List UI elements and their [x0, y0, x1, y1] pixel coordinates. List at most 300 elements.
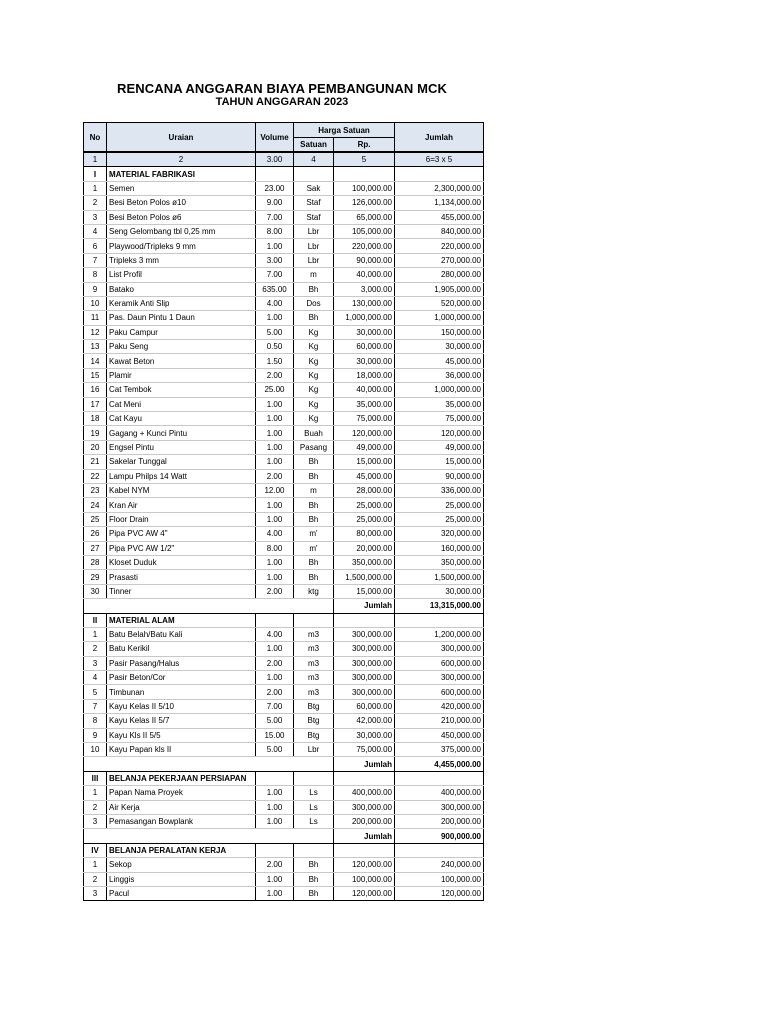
item-description: Kayu Papan kls II: [107, 743, 256, 757]
item-unit: Bh: [294, 512, 334, 526]
item-description: Pasir Beton/Cor: [107, 671, 256, 685]
item-volume: 1.00: [256, 397, 294, 411]
item-unit-price: 90,000.00: [334, 253, 395, 267]
row-number: 9: [84, 282, 107, 296]
item-unit: Btg: [294, 699, 334, 713]
row-number: 2: [84, 196, 107, 210]
row-number: 12: [84, 325, 107, 339]
item-unit-price: 25,000.00: [334, 512, 395, 526]
item-volume: 1.50: [256, 354, 294, 368]
item-amount: 25,000.00: [395, 498, 484, 512]
item-unit: m: [294, 268, 334, 282]
item-description: Besi Beton Polos ø6: [107, 210, 256, 224]
item-description: Lampu Philps 14 Watt: [107, 469, 256, 483]
section-title: BELANJA PEKERJAAN PERSIAPAN: [107, 771, 256, 785]
section-total-value: 4,455,000.00: [395, 757, 484, 771]
row-number: 24: [84, 498, 107, 512]
item-volume: 8.00: [256, 224, 294, 238]
item-unit: Sak: [294, 181, 334, 195]
item-description: Plamir: [107, 368, 256, 382]
section-header-row: [84, 613, 484, 627]
item-description: Sekop: [107, 858, 256, 872]
empty-cell: [294, 771, 334, 785]
item-unit: Ls: [294, 786, 334, 800]
table-row: [84, 858, 484, 872]
item-unit-price: 300,000.00: [334, 656, 395, 670]
total-label: Jumlah: [334, 757, 395, 771]
item-unit: Dos: [294, 296, 334, 310]
item-unit: Lbr: [294, 239, 334, 253]
item-unit: Ls: [294, 800, 334, 814]
item-volume: 2.00: [256, 584, 294, 598]
empty-cell: [395, 843, 484, 857]
item-unit: Bh: [294, 282, 334, 296]
row-number: 3: [84, 886, 107, 900]
item-description: Pacul: [107, 886, 256, 900]
item-volume: 1.00: [256, 786, 294, 800]
item-unit-price: 300,000.00: [334, 642, 395, 656]
item-unit: Kg: [294, 383, 334, 397]
item-unit: Bh: [294, 872, 334, 886]
table-row: [84, 656, 484, 670]
row-number: 30: [84, 584, 107, 598]
item-description: Paku Seng: [107, 340, 256, 354]
table-row: [84, 282, 484, 296]
item-volume: 4.00: [256, 627, 294, 641]
item-amount: 220,000.00: [395, 239, 484, 253]
empty-cell: [395, 613, 484, 627]
item-unit-price: 120,000.00: [334, 886, 395, 900]
item-volume: 1.00: [256, 412, 294, 426]
table-row: [84, 181, 484, 195]
item-amount: 450,000.00: [395, 728, 484, 742]
table-row: [84, 239, 484, 253]
empty-cell: [395, 771, 484, 785]
item-volume: 1.00: [256, 455, 294, 469]
table-row: [84, 728, 484, 742]
row-number: 5: [84, 685, 107, 699]
row-number: 2: [84, 872, 107, 886]
table-row: [84, 440, 484, 454]
row-number: 15: [84, 368, 107, 382]
item-volume: 23.00: [256, 181, 294, 195]
item-unit: Staf: [294, 196, 334, 210]
empty-cell: [256, 843, 294, 857]
item-unit-price: 120,000.00: [334, 426, 395, 440]
row-number: 1: [84, 858, 107, 872]
table-row: [84, 527, 484, 541]
empty-cell: [294, 843, 334, 857]
item-unit: Bh: [294, 570, 334, 584]
item-unit: Ls: [294, 814, 334, 828]
item-volume: 2.00: [256, 368, 294, 382]
table-row: [84, 397, 484, 411]
empty-cell: [256, 167, 294, 181]
row-number: 9: [84, 728, 107, 742]
item-amount: 420,000.00: [395, 699, 484, 713]
item-amount: 35,000.00: [395, 397, 484, 411]
item-volume: 25.00: [256, 383, 294, 397]
item-volume: 7.00: [256, 268, 294, 282]
item-amount: 120,000.00: [395, 886, 484, 900]
table-row: [84, 512, 484, 526]
header-harga-satuan: Harga Satuan: [294, 123, 395, 138]
table-row: [84, 196, 484, 210]
table-row: [84, 483, 484, 497]
item-unit: Lbr: [294, 253, 334, 267]
item-unit-price: 105,000.00: [334, 224, 395, 238]
item-volume: 635.00: [256, 282, 294, 296]
item-unit: ktg: [294, 584, 334, 598]
empty-cell: [294, 613, 334, 627]
item-unit: m3: [294, 642, 334, 656]
item-volume: 2.00: [256, 656, 294, 670]
item-description: Linggis: [107, 872, 256, 886]
item-amount: 600,000.00: [395, 656, 484, 670]
table-row: [84, 253, 484, 267]
item-unit-price: 60,000.00: [334, 340, 395, 354]
section-header-row: [84, 167, 484, 181]
table-row: [84, 383, 484, 397]
item-unit-price: 300,000.00: [334, 800, 395, 814]
row-number: 13: [84, 340, 107, 354]
item-unit-price: 28,000.00: [334, 483, 395, 497]
item-volume: 1.00: [256, 814, 294, 828]
item-description: List Profil: [107, 268, 256, 282]
item-amount: 15,000.00: [395, 455, 484, 469]
row-number: 22: [84, 469, 107, 483]
item-amount: 455,000.00: [395, 210, 484, 224]
item-unit-price: 100,000.00: [334, 181, 395, 195]
item-volume: 1.00: [256, 800, 294, 814]
item-volume: 4.00: [256, 296, 294, 310]
item-unit-price: 120,000.00: [334, 858, 395, 872]
item-unit-price: 40,000.00: [334, 268, 395, 282]
item-unit: Kg: [294, 354, 334, 368]
row-number: 27: [84, 541, 107, 555]
item-amount: 400,000.00: [395, 786, 484, 800]
table-row: [84, 814, 484, 828]
item-volume: 12.00: [256, 483, 294, 497]
item-amount: 2,300,000.00: [395, 181, 484, 195]
item-amount: 280,000.00: [395, 268, 484, 282]
row-number: 2: [84, 800, 107, 814]
item-volume: 1.00: [256, 239, 294, 253]
row-number: 11: [84, 311, 107, 325]
item-unit: Kg: [294, 368, 334, 382]
item-unit-price: 75,000.00: [334, 412, 395, 426]
index-cell: 6=3 x 5: [395, 152, 484, 167]
item-unit-price: 30,000.00: [334, 728, 395, 742]
index-cell: 1: [84, 152, 107, 167]
item-unit: m': [294, 541, 334, 555]
item-volume: 1.00: [256, 872, 294, 886]
row-number: 26: [84, 527, 107, 541]
row-number: 23: [84, 483, 107, 497]
row-number: 10: [84, 296, 107, 310]
item-description: Kran Air: [107, 498, 256, 512]
table-row: [84, 886, 484, 900]
item-amount: 120,000.00: [395, 426, 484, 440]
item-volume: 15.00: [256, 728, 294, 742]
item-description: Keramik Anti Slip: [107, 296, 256, 310]
item-description: Kawat Beton: [107, 354, 256, 368]
row-number: 4: [84, 671, 107, 685]
item-volume: 0.50: [256, 340, 294, 354]
item-description: Kayu Kls II 5/5: [107, 728, 256, 742]
table-row: [84, 426, 484, 440]
item-description: Cat Meni: [107, 397, 256, 411]
item-unit: Bh: [294, 886, 334, 900]
item-amount: 375,000.00: [395, 743, 484, 757]
item-description: Batu Kerikil: [107, 642, 256, 656]
table-row: [84, 469, 484, 483]
item-amount: 300,000.00: [395, 642, 484, 656]
table-row: [84, 296, 484, 310]
item-unit: Buah: [294, 426, 334, 440]
item-unit: Bh: [294, 455, 334, 469]
table-row: [84, 325, 484, 339]
item-volume: 1.00: [256, 570, 294, 584]
document-subtitle: TAHUN ANGGARAN 2023: [215, 96, 349, 108]
row-number: 7: [84, 253, 107, 267]
item-unit-price: 300,000.00: [334, 627, 395, 641]
item-amount: 30,000.00: [395, 584, 484, 598]
item-unit-price: 30,000.00: [334, 354, 395, 368]
table-row: [84, 498, 484, 512]
table-row: [84, 671, 484, 685]
item-volume: 1.00: [256, 426, 294, 440]
table-row: [84, 455, 484, 469]
row-number: 29: [84, 570, 107, 584]
item-description: Seng Gelombang tbl 0,25 mm: [107, 224, 256, 238]
table-row: [84, 368, 484, 382]
table-row: [84, 224, 484, 238]
item-amount: 1,905,000.00: [395, 282, 484, 296]
total-spacer: [84, 599, 334, 613]
table-body: [84, 167, 484, 901]
table-row: [84, 872, 484, 886]
row-number: 1: [84, 627, 107, 641]
index-cell: 5: [334, 152, 395, 167]
section-total-row: [84, 757, 484, 771]
item-unit: Kg: [294, 325, 334, 339]
item-amount: 100,000.00: [395, 872, 484, 886]
row-number: 4: [84, 224, 107, 238]
table-row: [84, 627, 484, 641]
item-unit-price: 80,000.00: [334, 527, 395, 541]
item-unit: m: [294, 483, 334, 497]
table-row: [84, 210, 484, 224]
header-volume: Volume: [256, 123, 294, 153]
item-amount: 320,000.00: [395, 527, 484, 541]
item-unit-price: 42,000.00: [334, 714, 395, 728]
item-unit-price: 15,000.00: [334, 584, 395, 598]
item-description: Pas. Daun Pintu 1 Daun: [107, 311, 256, 325]
item-amount: 1,200,000.00: [395, 627, 484, 641]
item-unit: Bh: [294, 858, 334, 872]
item-amount: 75,000.00: [395, 412, 484, 426]
table-row: [84, 311, 484, 325]
item-volume: 7.00: [256, 210, 294, 224]
item-unit: Kg: [294, 412, 334, 426]
item-amount: 840,000.00: [395, 224, 484, 238]
item-unit-price: 25,000.00: [334, 498, 395, 512]
item-unit: Kg: [294, 397, 334, 411]
section-title: MATERIAL ALAM: [107, 613, 256, 627]
row-number: 10: [84, 743, 107, 757]
item-unit-price: 45,000.00: [334, 469, 395, 483]
item-volume: 1.00: [256, 642, 294, 656]
item-amount: 520,000.00: [395, 296, 484, 310]
table-row: [84, 555, 484, 569]
budget-table: [83, 122, 484, 901]
item-unit-price: 300,000.00: [334, 671, 395, 685]
row-number: 1: [84, 786, 107, 800]
item-amount: 1,000,000.00: [395, 311, 484, 325]
row-number: 3: [84, 210, 107, 224]
table-row: [84, 685, 484, 699]
item-unit-price: 3,000.00: [334, 282, 395, 296]
section-number: II: [84, 613, 107, 627]
item-volume: 2.00: [256, 469, 294, 483]
empty-cell: [334, 613, 395, 627]
document-title: RENCANA ANGGARAN BIAYA PEMBANGUNAN MCK: [116, 81, 448, 96]
section-title: MATERIAL FABRIKASI: [107, 167, 256, 181]
item-volume: 9.00: [256, 196, 294, 210]
item-amount: 49,000.00: [395, 440, 484, 454]
item-volume: 1.00: [256, 311, 294, 325]
item-volume: 8.00: [256, 541, 294, 555]
item-unit: Pasang: [294, 440, 334, 454]
row-number: 25: [84, 512, 107, 526]
item-amount: 36,000.00: [395, 368, 484, 382]
section-header-row: [84, 843, 484, 857]
item-unit-price: 30,000.00: [334, 325, 395, 339]
item-unit: m3: [294, 656, 334, 670]
table-row: [84, 584, 484, 598]
header-no: No: [84, 123, 107, 153]
row-number: 7: [84, 699, 107, 713]
total-label: Jumlah: [334, 599, 395, 613]
item-unit-price: 100,000.00: [334, 872, 395, 886]
item-amount: 150,000.00: [395, 325, 484, 339]
table-row: [84, 268, 484, 282]
table-row: [84, 743, 484, 757]
row-number: 8: [84, 714, 107, 728]
item-volume: 1.00: [256, 555, 294, 569]
item-amount: 160,000.00: [395, 541, 484, 555]
item-amount: 210,000.00: [395, 714, 484, 728]
item-description: Kloset Duduk: [107, 555, 256, 569]
row-number: 3: [84, 656, 107, 670]
table-row: [84, 570, 484, 584]
header-satuan: Satuan: [294, 138, 334, 153]
item-unit: m3: [294, 685, 334, 699]
table-row: [84, 800, 484, 814]
item-description: Pipa PVC AW 1/2": [107, 541, 256, 555]
item-volume: 1.00: [256, 512, 294, 526]
item-volume: 1.00: [256, 671, 294, 685]
item-unit-price: 200,000.00: [334, 814, 395, 828]
section-total-row: [84, 829, 484, 843]
section-total-value: 13,315,000.00: [395, 599, 484, 613]
item-description: Batako: [107, 282, 256, 296]
item-volume: 7.00: [256, 699, 294, 713]
item-description: Semen: [107, 181, 256, 195]
item-description: Timbunan: [107, 685, 256, 699]
item-unit-price: 15,000.00: [334, 455, 395, 469]
item-unit-price: 220,000.00: [334, 239, 395, 253]
section-title: BELANJA PERALATAN KERJA: [107, 843, 256, 857]
item-description: Prasasti: [107, 570, 256, 584]
column-index-row: [84, 152, 484, 167]
item-volume: 5.00: [256, 743, 294, 757]
item-description: Kayu Kelas II 5/7: [107, 714, 256, 728]
item-unit-price: 60,000.00: [334, 699, 395, 713]
item-amount: 45,000.00: [395, 354, 484, 368]
index-cell: 3.00: [256, 152, 294, 167]
item-amount: 600,000.00: [395, 685, 484, 699]
item-description: Besi Beton Polos ø10: [107, 196, 256, 210]
row-number: 6: [84, 239, 107, 253]
item-description: Kabel NYM: [107, 483, 256, 497]
item-unit: Lbr: [294, 743, 334, 757]
item-description: Tripleks 3 mm: [107, 253, 256, 267]
empty-cell: [294, 167, 334, 181]
item-unit-price: 20,000.00: [334, 541, 395, 555]
item-amount: 1,000,000.00: [395, 383, 484, 397]
item-amount: 336,000.00: [395, 483, 484, 497]
item-amount: 90,000.00: [395, 469, 484, 483]
item-description: Sakelar Tunggal: [107, 455, 256, 469]
row-number: 19: [84, 426, 107, 440]
item-amount: 200,000.00: [395, 814, 484, 828]
item-volume: 5.00: [256, 714, 294, 728]
item-amount: 350,000.00: [395, 555, 484, 569]
item-unit-price: 1,500,000.00: [334, 570, 395, 584]
item-unit: Bh: [294, 469, 334, 483]
item-unit: Btg: [294, 728, 334, 742]
table-row: [84, 714, 484, 728]
item-unit: m3: [294, 627, 334, 641]
table-row: [84, 541, 484, 555]
item-unit-price: 49,000.00: [334, 440, 395, 454]
item-unit: Bh: [294, 311, 334, 325]
item-description: Kayu Kelas II 5/10: [107, 699, 256, 713]
item-description: Tinner: [107, 584, 256, 598]
item-amount: 300,000.00: [395, 800, 484, 814]
table-row: [84, 699, 484, 713]
index-cell: 4: [294, 152, 334, 167]
item-description: Cat Kayu: [107, 412, 256, 426]
item-unit: m': [294, 527, 334, 541]
empty-cell: [256, 771, 294, 785]
item-amount: 240,000.00: [395, 858, 484, 872]
item-volume: 2.00: [256, 858, 294, 872]
item-unit-price: 350,000.00: [334, 555, 395, 569]
item-volume: 2.00: [256, 685, 294, 699]
row-number: 16: [84, 383, 107, 397]
item-unit-price: 126,000.00: [334, 196, 395, 210]
item-description: Gagang + Kunci Pintu: [107, 426, 256, 440]
item-unit: Lbr: [294, 224, 334, 238]
item-unit: Bh: [294, 498, 334, 512]
section-number: IV: [84, 843, 107, 857]
empty-cell: [256, 613, 294, 627]
item-unit-price: 400,000.00: [334, 786, 395, 800]
item-unit-price: 35,000.00: [334, 397, 395, 411]
